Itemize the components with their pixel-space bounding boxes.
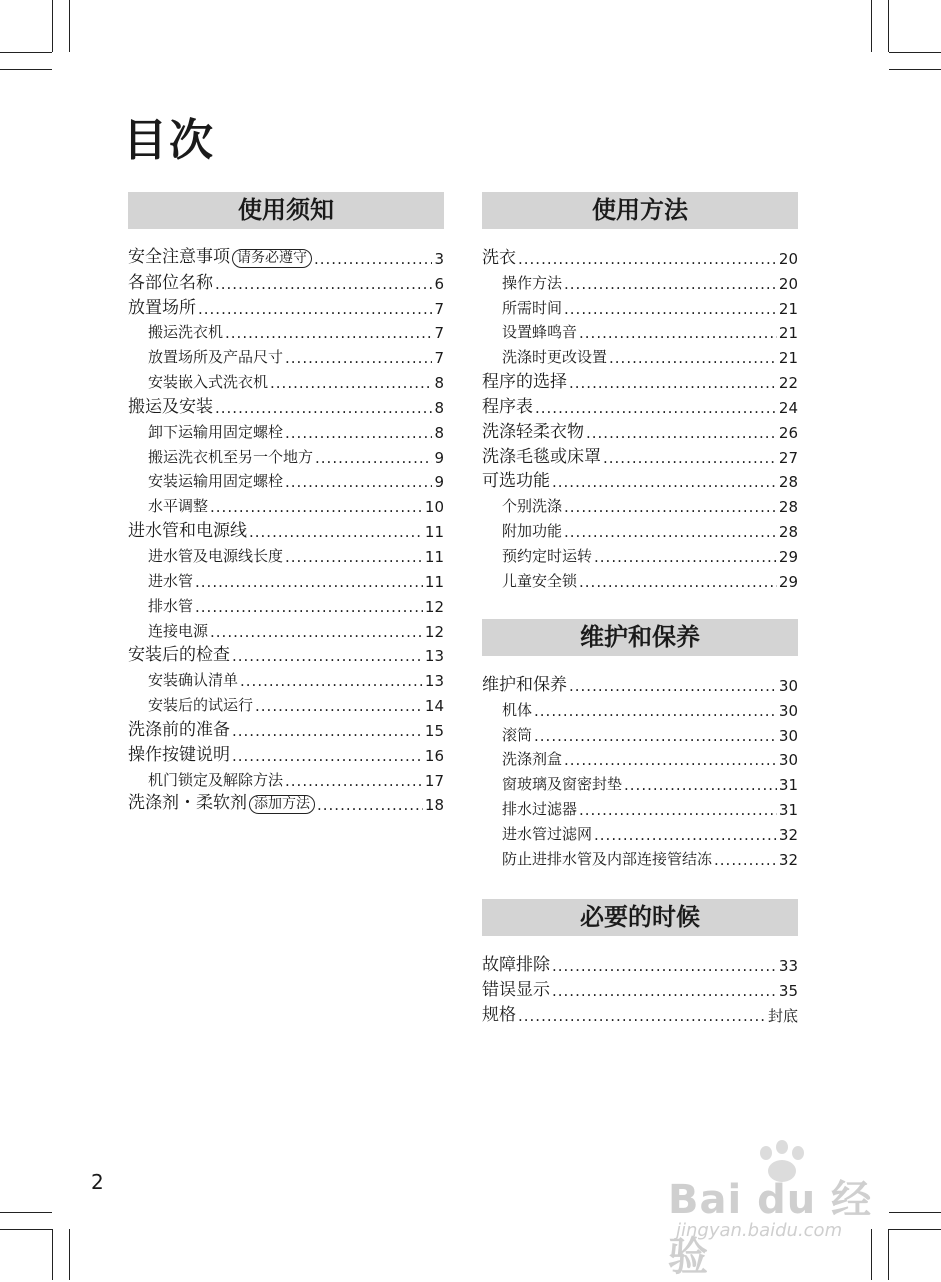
toc-entry-title bbox=[128, 397, 213, 417]
toc-entry bbox=[482, 293, 798, 318]
toc-entry-page: 9 bbox=[434, 448, 444, 467]
dot-leader bbox=[317, 796, 423, 814]
toc-entry bbox=[128, 740, 444, 765]
dot-leader bbox=[586, 424, 777, 442]
toc-entry-title bbox=[482, 248, 516, 268]
crop-mark bbox=[0, 69, 52, 70]
toc-entry-page: 28 bbox=[778, 473, 798, 492]
toc-entry-title-text: 故障排除 bbox=[482, 954, 550, 975]
toc-entry bbox=[482, 417, 798, 442]
dot-leader bbox=[552, 982, 777, 1000]
toc-entry-page: 21 bbox=[778, 324, 798, 343]
toc-entry-page: 11 bbox=[424, 572, 444, 591]
toc-entry bbox=[128, 566, 444, 591]
toc-entry bbox=[128, 690, 444, 715]
toc-entry bbox=[128, 367, 444, 392]
dot-leader bbox=[714, 851, 777, 869]
toc-entry bbox=[128, 491, 444, 516]
toc-column-right bbox=[482, 192, 798, 591]
toc-entry bbox=[128, 616, 444, 641]
dot-leader bbox=[285, 349, 432, 367]
toc-entry-title bbox=[148, 447, 313, 467]
toc-entry-title bbox=[502, 496, 562, 516]
toc-entry-page: 封底 bbox=[767, 1006, 798, 1025]
crop-mark bbox=[0, 1212, 52, 1213]
toc-entry-title-text: 程序的选择 bbox=[482, 372, 567, 393]
dot-leader bbox=[225, 324, 432, 342]
toc-entry-title-text: 操作方法 bbox=[502, 273, 563, 292]
toc-entry-title bbox=[148, 372, 268, 392]
toc-entry bbox=[482, 950, 798, 975]
toc-entry bbox=[128, 665, 444, 690]
toc-entry-page: 6 bbox=[434, 274, 444, 293]
paw-icon bbox=[776, 1140, 788, 1154]
toc-entry-title-text: 错误显示 bbox=[482, 979, 550, 1000]
toc-entry bbox=[482, 844, 798, 869]
toc-entry-page: 21 bbox=[778, 349, 798, 368]
toc-entry-title bbox=[482, 397, 533, 417]
toc-list bbox=[482, 670, 798, 869]
toc-entry-title-text: 安全注意事项 bbox=[128, 246, 230, 267]
toc-entry-title bbox=[148, 471, 283, 491]
toc-entry-page: 8 bbox=[434, 423, 444, 442]
section-header-usage-notes: 使用须知 bbox=[128, 192, 444, 229]
toc-entry-title bbox=[148, 670, 238, 690]
section-header-when-needed: 必要的时候 bbox=[482, 899, 798, 936]
toc-entry bbox=[128, 790, 444, 815]
toc-entry-title bbox=[502, 774, 622, 794]
toc-entry-title-text: 连接电源 bbox=[148, 621, 209, 640]
toc-entry-page: 35 bbox=[778, 981, 798, 1000]
toc-entry-page: 33 bbox=[778, 956, 798, 975]
dot-leader bbox=[195, 573, 423, 591]
toc-entry-page: 16 bbox=[424, 746, 444, 765]
toc-entry-title-text: 洗涤前的准备 bbox=[128, 719, 230, 740]
dot-leader bbox=[564, 751, 777, 769]
dot-leader bbox=[285, 772, 423, 790]
dot-leader bbox=[249, 523, 423, 541]
toc-entry-title bbox=[502, 571, 577, 591]
toc-entry-title bbox=[502, 700, 532, 720]
toc-column-left bbox=[128, 192, 444, 814]
dot-leader bbox=[215, 399, 432, 417]
toc-entry bbox=[482, 794, 798, 819]
toc-entry-page: 29 bbox=[778, 547, 798, 566]
toc-entry-page: 20 bbox=[778, 274, 798, 293]
toc-entry-title-text: 安装后的检查 bbox=[128, 645, 230, 666]
toc-entry-page: 30 bbox=[778, 751, 798, 770]
toc-entry bbox=[128, 342, 444, 367]
toc-entry-page: 20 bbox=[778, 249, 798, 268]
toc-entry-page: 11 bbox=[424, 547, 444, 566]
dot-leader bbox=[579, 801, 777, 819]
toc-entry-page: 13 bbox=[424, 672, 444, 691]
toc-entry-page: 9 bbox=[434, 473, 444, 492]
toc-entry-title-text: 各部位名称 bbox=[128, 272, 213, 293]
toc-entry-title bbox=[482, 422, 584, 442]
section-header-usage-method: 使用方法 bbox=[482, 192, 798, 229]
toc-entry-title bbox=[502, 849, 712, 869]
toc-entry-page: 24 bbox=[778, 398, 798, 417]
dot-leader bbox=[315, 449, 432, 467]
dot-leader bbox=[624, 776, 777, 794]
toc-entry bbox=[482, 367, 798, 392]
toc-entry-title-text: 洗涤轻柔衣物 bbox=[482, 421, 584, 442]
toc-entry-title-text: 附加功能 bbox=[502, 522, 563, 541]
dot-leader bbox=[564, 300, 777, 318]
dot-leader bbox=[240, 672, 423, 690]
toc-entry-title bbox=[128, 793, 315, 814]
crop-mark bbox=[52, 1229, 53, 1280]
toc-entry-page: 11 bbox=[424, 523, 444, 542]
page-number: 2 bbox=[91, 1170, 104, 1194]
toc-entry-title-text: 机门锁定及解除方法 bbox=[148, 770, 284, 789]
toc-entry-page: 7 bbox=[434, 299, 444, 318]
toc-entry-title-text: 进水管 bbox=[148, 571, 194, 590]
toc-entry-page: 15 bbox=[424, 721, 444, 740]
dot-leader bbox=[534, 727, 777, 745]
toc-entry-page: 31 bbox=[778, 776, 798, 795]
toc-entry-title bbox=[148, 422, 283, 442]
dot-leader bbox=[518, 250, 777, 268]
toc-entry-title bbox=[502, 824, 592, 844]
crop-mark bbox=[69, 1229, 70, 1280]
dot-leader bbox=[285, 548, 423, 566]
crop-mark bbox=[69, 0, 70, 52]
toc-entry-title bbox=[502, 273, 562, 293]
toc-entry-title bbox=[502, 347, 607, 367]
toc-entry-title bbox=[482, 955, 550, 975]
dot-leader bbox=[552, 957, 777, 975]
dot-leader bbox=[195, 598, 423, 616]
dot-leader bbox=[579, 573, 777, 591]
toc-entry bbox=[482, 745, 798, 770]
toc-entry-title-text: 防止进排水管及内部连接管结冻 bbox=[502, 849, 713, 868]
toc-entry-tag: 请务必遵守 bbox=[232, 249, 312, 268]
dot-leader bbox=[198, 300, 432, 318]
toc-entry-title bbox=[148, 496, 208, 516]
toc-entry-title bbox=[482, 471, 550, 491]
toc-entry-page: 30 bbox=[778, 676, 798, 695]
dot-leader bbox=[255, 697, 423, 715]
crop-mark bbox=[889, 52, 941, 53]
toc-entry-title-text: 预约定时运转 bbox=[502, 546, 593, 565]
toc-entry-tag: 添加方法 bbox=[249, 795, 315, 814]
toc-entry-title bbox=[482, 980, 550, 1000]
dot-leader bbox=[564, 523, 777, 541]
toc-entry-title bbox=[148, 695, 253, 715]
toc-entry-title-text: 安装运输用固定螺栓 bbox=[148, 472, 284, 491]
toc-entry-title bbox=[502, 725, 532, 745]
dot-leader bbox=[215, 275, 432, 293]
toc-entry-title-text: 操作按键说明 bbox=[128, 744, 230, 765]
toc-entry-page: 22 bbox=[778, 374, 798, 393]
toc-entry-page: 8 bbox=[434, 398, 444, 417]
toc-entry-title-text: 卸下运输用固定螺栓 bbox=[148, 422, 284, 441]
toc-entry-title-text: 维护和保养 bbox=[482, 674, 567, 695]
crop-mark bbox=[889, 69, 941, 70]
watermark-url: jingyan.baidu.com bbox=[676, 1220, 843, 1241]
toc-entry-title-text: 安装嵌入式洗衣机 bbox=[148, 373, 269, 392]
toc-entry bbox=[482, 695, 798, 720]
toc-entry-page: 12 bbox=[424, 622, 444, 641]
toc-entry-title-text: 进水管过滤网 bbox=[502, 824, 593, 843]
toc-entry-title bbox=[128, 298, 196, 318]
toc-entry-title-text: 洗涤剂盒 bbox=[502, 750, 563, 769]
toc-entry-title bbox=[148, 770, 283, 790]
dot-leader bbox=[594, 548, 777, 566]
toc-entry-title bbox=[502, 749, 562, 769]
toc-entry-title-text: 进水管及电源线长度 bbox=[148, 546, 284, 565]
dot-leader bbox=[285, 473, 432, 491]
toc-entry-page: 31 bbox=[778, 801, 798, 820]
toc-entry bbox=[128, 591, 444, 616]
toc-entry bbox=[482, 670, 798, 695]
toc-entry-page: 27 bbox=[778, 448, 798, 467]
toc-entry-page: 12 bbox=[424, 597, 444, 616]
toc-column-right bbox=[482, 619, 798, 869]
paw-icon bbox=[792, 1146, 804, 1160]
toc-entry-title bbox=[148, 596, 193, 616]
dot-leader bbox=[609, 349, 777, 367]
toc-entry-title-text: 搬运洗衣机 bbox=[148, 323, 224, 342]
toc-entry-title-text: 放置场所 bbox=[128, 297, 196, 318]
toc-entry-title bbox=[128, 745, 230, 765]
toc-entry-title bbox=[482, 372, 567, 392]
toc-entry-title-text: 搬运洗衣机至另一个地方 bbox=[148, 447, 314, 466]
dot-leader bbox=[210, 623, 423, 641]
crop-mark bbox=[0, 1229, 52, 1230]
toc-entry-title bbox=[148, 347, 283, 367]
toc-entry bbox=[482, 392, 798, 417]
toc-entry bbox=[128, 243, 444, 268]
toc-entry bbox=[482, 268, 798, 293]
toc-entry-page: 30 bbox=[778, 701, 798, 720]
toc-entry bbox=[128, 715, 444, 740]
toc-entry-title bbox=[148, 621, 208, 641]
dot-leader bbox=[314, 250, 432, 268]
toc-entry-page: 32 bbox=[778, 850, 798, 869]
toc-entry-title-text: 安装确认清单 bbox=[148, 671, 239, 690]
dot-leader bbox=[579, 324, 777, 342]
toc-entry-title bbox=[128, 521, 247, 541]
toc-entry-title-text: 进水管和电源线 bbox=[128, 521, 247, 542]
toc-entry-title bbox=[502, 799, 577, 819]
dot-leader bbox=[603, 449, 777, 467]
dot-leader bbox=[564, 498, 777, 516]
toc-entry bbox=[482, 516, 798, 541]
toc-entry bbox=[482, 318, 798, 343]
toc-entry-title-text: 排水管 bbox=[148, 596, 194, 615]
crop-mark bbox=[0, 52, 52, 53]
toc-list bbox=[482, 243, 798, 591]
toc-entry-title bbox=[482, 447, 601, 467]
toc-entry bbox=[482, 720, 798, 745]
section-header-maintenance: 维护和保养 bbox=[482, 619, 798, 656]
dot-leader bbox=[210, 498, 423, 516]
toc-entry bbox=[482, 769, 798, 794]
toc-entry bbox=[482, 975, 798, 1000]
dot-leader bbox=[232, 647, 423, 665]
dot-leader bbox=[552, 473, 777, 491]
dot-leader bbox=[569, 374, 777, 392]
toc-entry-title-text: 安装后的试运行 bbox=[148, 696, 254, 715]
toc-entry-page: 17 bbox=[424, 771, 444, 790]
toc-entry-title-text: 程序表 bbox=[482, 396, 533, 417]
toc-entry-title bbox=[128, 720, 230, 740]
toc-entry-title-text: 放置场所及产品尺寸 bbox=[148, 348, 284, 367]
toc-entry-page: 14 bbox=[424, 697, 444, 716]
dot-leader bbox=[270, 374, 432, 392]
toc-entry-page: 26 bbox=[778, 423, 798, 442]
toc-entry-title-text: 洗涤剂・柔软剂 bbox=[128, 793, 247, 814]
toc-entry bbox=[482, 467, 798, 492]
dot-leader bbox=[564, 275, 777, 293]
toc-entry-page: 28 bbox=[778, 523, 798, 542]
toc-entry-title bbox=[502, 546, 592, 566]
toc-entry-page: 10 bbox=[424, 498, 444, 517]
toc-entry bbox=[128, 318, 444, 343]
toc-entry bbox=[128, 268, 444, 293]
dot-leader bbox=[232, 747, 423, 765]
toc-entry-page: 7 bbox=[434, 349, 444, 368]
toc-entry-title bbox=[482, 1005, 516, 1025]
dot-leader bbox=[534, 702, 777, 720]
toc-entry-title-text: 规格 bbox=[482, 1004, 516, 1025]
toc-entry-page: 18 bbox=[424, 796, 444, 815]
toc-entry-title bbox=[128, 645, 230, 665]
dot-leader bbox=[594, 826, 777, 844]
dot-leader bbox=[535, 399, 777, 417]
crop-mark bbox=[52, 0, 53, 52]
crop-mark bbox=[888, 0, 889, 52]
toc-entry-title bbox=[502, 322, 577, 342]
toc-list bbox=[128, 243, 444, 814]
toc-entry-title-text: 个别洗涤 bbox=[502, 497, 563, 516]
toc-entry-page: 7 bbox=[434, 324, 444, 343]
toc-entry-title bbox=[482, 675, 567, 695]
toc-entry bbox=[482, 442, 798, 467]
watermark-logo: Bai du 经验 bbox=[668, 1177, 873, 1280]
toc-entry-title-text: 所需时间 bbox=[502, 298, 563, 317]
dot-leader bbox=[518, 1007, 766, 1025]
toc-entry bbox=[128, 541, 444, 566]
toc-entry-page: 32 bbox=[778, 825, 798, 844]
toc-entry bbox=[128, 467, 444, 492]
toc-entry-title-text: 机体 bbox=[502, 700, 533, 719]
toc-entry bbox=[128, 293, 444, 318]
toc-entry bbox=[482, 566, 798, 591]
toc-entry-page: 13 bbox=[424, 647, 444, 666]
toc-entry-title-text: 洗涤毛毯或床罩 bbox=[482, 446, 601, 467]
toc-entry-title-text: 洗涤时更改设置 bbox=[502, 348, 608, 367]
toc-entry-page: 3 bbox=[434, 249, 444, 268]
toc-entry bbox=[482, 1000, 798, 1025]
toc-entry-page: 21 bbox=[778, 299, 798, 318]
crop-mark bbox=[871, 0, 872, 52]
toc-entry bbox=[128, 417, 444, 442]
watermark bbox=[668, 1140, 898, 1280]
toc-entry-title bbox=[128, 273, 213, 293]
paw-icon bbox=[760, 1146, 772, 1160]
toc-entry-title bbox=[148, 322, 223, 342]
toc-entry bbox=[128, 516, 444, 541]
toc-entry bbox=[128, 641, 444, 666]
toc-entry-title-text: 窗玻璃及窗密封垫 bbox=[502, 775, 623, 794]
toc-entry-title bbox=[128, 247, 312, 268]
toc-entry-page: 29 bbox=[778, 572, 798, 591]
toc-entry-title-text: 排水过滤器 bbox=[502, 800, 578, 819]
toc-column-right bbox=[482, 899, 798, 1025]
toc-entry-title-text: 儿童安全锁 bbox=[502, 571, 578, 590]
toc-entry bbox=[128, 765, 444, 790]
toc-entry-page: 8 bbox=[434, 374, 444, 393]
dot-leader bbox=[569, 677, 777, 695]
toc-entry-title-text: 水平调整 bbox=[148, 497, 209, 516]
toc-entry-page: 28 bbox=[778, 498, 798, 517]
toc-entry-title-text: 滚筒 bbox=[502, 725, 533, 744]
toc-entry-title bbox=[502, 298, 562, 318]
toc-entry-title-text: 设置蜂鸣音 bbox=[502, 323, 578, 342]
dot-leader bbox=[285, 424, 432, 442]
toc-entry bbox=[482, 342, 798, 367]
dot-leader bbox=[232, 722, 423, 740]
toc-entry-title-text: 洗衣 bbox=[482, 247, 516, 268]
toc-entry bbox=[482, 819, 798, 844]
toc-entry-page: 30 bbox=[778, 726, 798, 745]
toc-entry-title-text: 搬运及安装 bbox=[128, 396, 213, 417]
page-title: 目次 bbox=[123, 115, 215, 166]
toc-entry bbox=[482, 541, 798, 566]
toc-entry bbox=[482, 243, 798, 268]
toc-entry-title-text: 可选功能 bbox=[482, 471, 550, 492]
toc-entry bbox=[128, 392, 444, 417]
toc-entry bbox=[128, 442, 444, 467]
toc-list bbox=[482, 950, 798, 1025]
toc-entry bbox=[482, 491, 798, 516]
toc-entry-title bbox=[148, 546, 283, 566]
toc-entry-title bbox=[148, 571, 193, 591]
toc-entry-title bbox=[502, 521, 562, 541]
